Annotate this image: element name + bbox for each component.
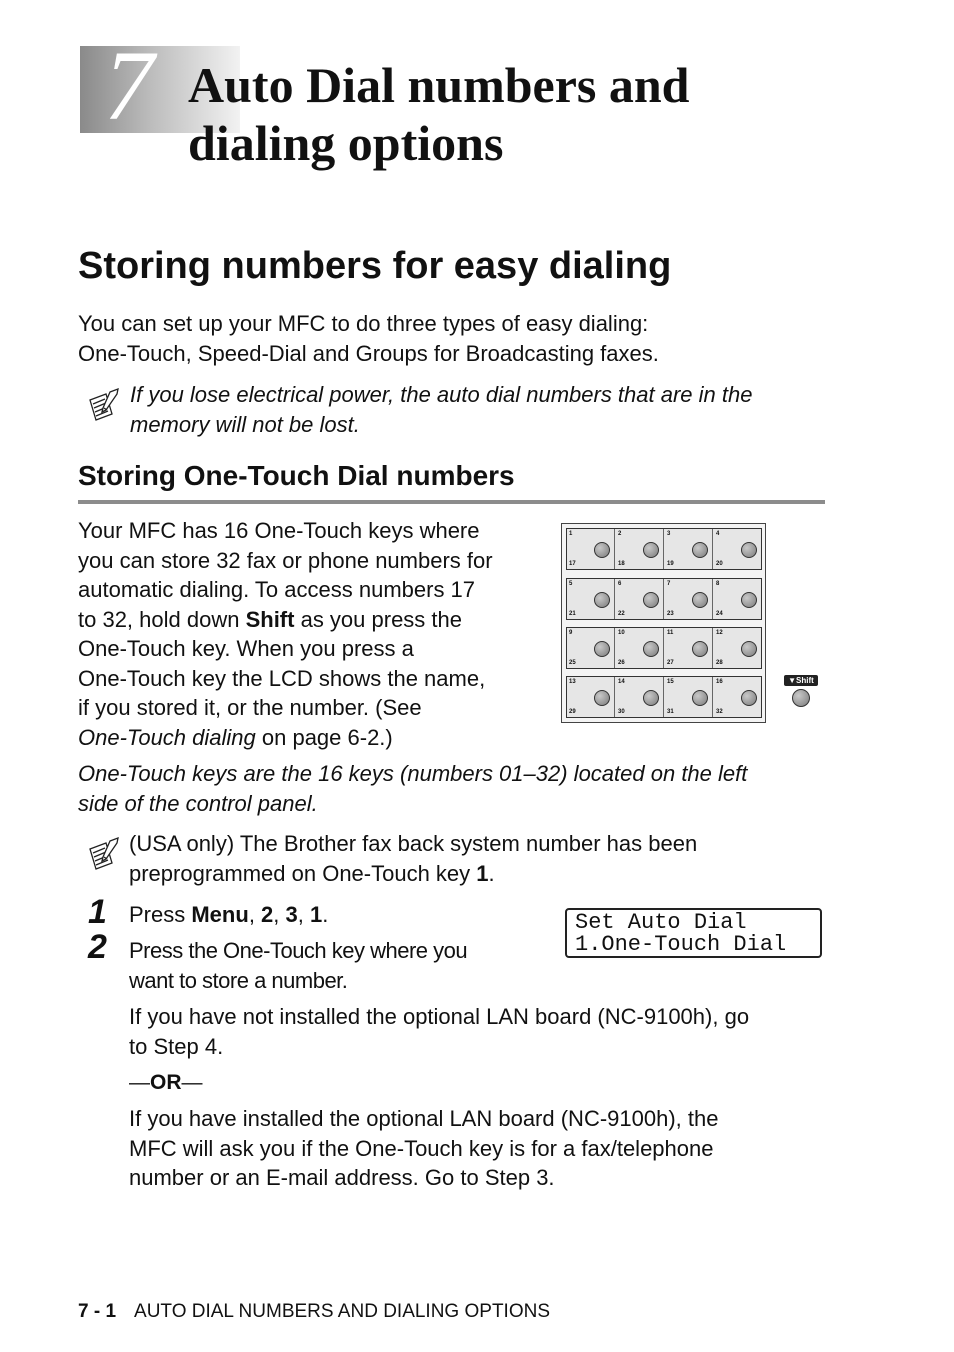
one-touch-body <box>78 516 558 752</box>
note-power-loss <box>130 380 752 439</box>
intro-line2: One-Touch, Speed-Dial and Groups for Broadcasting faxes. <box>78 340 659 366</box>
one-touch-key <box>665 677 713 717</box>
one-touch-key <box>714 529 762 569</box>
one-touch-key <box>616 529 664 569</box>
lan-no-line1: If you have not installed the optional LAN board (NC-9100h), go <box>129 1004 750 1029</box>
step-1-text <box>129 900 328 930</box>
footer-page-number: 7 - 1 <box>78 1301 117 1322</box>
body-line: One-Touch key. When you press a <box>78 636 414 661</box>
see-reference-page: on page 6-2.) <box>255 724 393 750</box>
or-dash: — <box>129 1071 150 1094</box>
key-label-lower: 25 <box>569 660 576 666</box>
one-touch-key <box>567 628 615 668</box>
key-label-upper: 3 <box>667 531 671 537</box>
body-line: Your MFC has 16 One-Touch keys where <box>78 518 480 543</box>
step1-period: . <box>322 902 329 927</box>
usa-fax-back-note <box>129 829 697 888</box>
key-label-upper: 13 <box>569 679 576 685</box>
keypad-row <box>566 578 762 620</box>
one-touch-key <box>714 677 762 717</box>
key-label-upper: 1 <box>569 531 573 537</box>
note1-line2: memory will not be lost. <box>130 411 360 437</box>
key-label-lower: 17 <box>569 561 576 567</box>
note-pencil-icon <box>86 837 120 873</box>
section-title: Storing numbers for easy dialing <box>78 245 672 287</box>
step1-menu-key: Menu <box>191 902 249 927</box>
key-label-lower: 28 <box>716 660 723 666</box>
key-label-lower: 24 <box>716 611 723 617</box>
key-label-upper: 11 <box>667 630 674 636</box>
body-line: if you stored it, or the number. (See <box>78 695 422 720</box>
step-2-text <box>129 936 467 995</box>
key-label-upper: 8 <box>716 581 720 587</box>
step1-sep: , <box>248 902 262 927</box>
one-touch-keypad-illustration <box>561 523 766 723</box>
key-label-upper: 12 <box>716 630 723 636</box>
lan-yes-line3: number or an E-mail address. Go to Step 3. <box>129 1165 555 1190</box>
step-2-number: 2 <box>88 928 107 966</box>
body-line: you can store 32 fax or phone numbers for <box>78 547 493 573</box>
step1-sep: , <box>273 902 286 927</box>
shift-key-label: ▼Shift <box>784 675 818 686</box>
or-dash: — <box>181 1071 203 1094</box>
or-word: OR <box>150 1071 182 1094</box>
keys-location-note <box>78 759 747 818</box>
key-label-lower: 30 <box>618 709 625 715</box>
key-label-upper: 4 <box>716 531 720 537</box>
chapter-title-line1: Auto Dial numbers and <box>188 57 690 113</box>
note1-line1: If you lose electrical power, the auto dial numbers that are in the <box>130 382 753 407</box>
key-button <box>594 690 610 706</box>
key-label-lower: 27 <box>667 660 674 666</box>
one-touch-key <box>714 579 762 619</box>
usa-note-line2 <box>129 859 697 889</box>
key-label-lower: 23 <box>667 611 674 617</box>
key-label-lower: 31 <box>667 709 674 715</box>
one-touch-key <box>567 529 615 569</box>
one-touch-key <box>714 628 762 668</box>
key-button <box>643 690 659 706</box>
keypad-row <box>566 676 762 718</box>
key-button <box>692 542 708 558</box>
step2-line1: Press the One-Touch key where you <box>129 938 468 963</box>
key-label-upper: 16 <box>716 679 723 685</box>
keys-note-line1: One-Touch keys are the 16 keys (numbers 01–32) located on the left <box>78 761 748 786</box>
lan-yes-line1: If you have installed the optional LAN board (NC-9100h), the <box>129 1106 719 1131</box>
one-touch-key <box>616 677 664 717</box>
lan-no-line2: to Step 4. <box>129 1033 224 1059</box>
one-touch-key <box>665 529 713 569</box>
step1-key-3: 3 <box>285 902 298 927</box>
key-label-lower: 19 <box>667 561 674 567</box>
body-line-tail: as you press the <box>294 606 463 632</box>
key-label-upper: 2 <box>618 531 622 537</box>
key-button <box>643 592 659 608</box>
key-label-upper: 14 <box>618 679 625 685</box>
key-label-upper: 7 <box>667 581 671 587</box>
step1-key-2: 2 <box>261 902 274 927</box>
keypad-row <box>566 627 762 669</box>
lan-installed-text <box>129 1104 718 1193</box>
key-button <box>741 690 757 706</box>
key-button <box>741 641 757 657</box>
key-button <box>643 641 659 657</box>
key-label-upper: 15 <box>667 679 674 685</box>
shift-key-button <box>792 689 810 707</box>
lcd-line2: 1.One-Touch Dial <box>575 932 787 957</box>
key-label-upper: 9 <box>569 630 573 636</box>
chapter-title-line2: dialing options <box>188 115 504 171</box>
step1-sep: , <box>297 902 311 927</box>
subsection-title: Storing One-Touch Dial numbers <box>78 460 515 491</box>
step-1-number: 1 <box>88 893 107 931</box>
section-intro <box>78 309 659 368</box>
lan-yes-line2: MFC will ask you if the One-Touch key is for a fax/telephone <box>129 1135 714 1161</box>
key-label-upper: 10 <box>618 630 625 636</box>
body-line: One-Touch key the LCD shows the name, <box>78 665 486 691</box>
key-label-lower: 21 <box>569 611 576 617</box>
key-button <box>594 641 610 657</box>
chapter-title <box>188 56 888 172</box>
key-label-lower: 20 <box>716 561 723 567</box>
one-touch-key <box>567 677 615 717</box>
key-button <box>594 592 610 608</box>
usa-note-text: preprogrammed on One-Touch key <box>129 860 477 886</box>
lcd-display <box>565 908 822 958</box>
body-line-shift <box>78 605 558 635</box>
one-touch-key <box>616 628 664 668</box>
footer-chapter-title: AUTO DIAL NUMBERS AND DIALING OPTIONS <box>134 1301 550 1322</box>
key-label-lower: 29 <box>569 709 576 715</box>
see-reference-title: One-Touch dialing <box>78 724 256 750</box>
key-button <box>741 542 757 558</box>
key-button <box>692 690 708 706</box>
one-touch-key <box>665 628 713 668</box>
body-line: to 32, hold down <box>78 606 246 632</box>
key-button <box>692 641 708 657</box>
key-label-upper: 5 <box>569 581 573 587</box>
step1-key-1: 1 <box>310 902 323 927</box>
usa-note-period: . <box>488 860 495 886</box>
or-separator <box>129 1068 203 1098</box>
lan-not-installed-text <box>129 1002 749 1061</box>
keypad-row <box>566 528 762 570</box>
key-button <box>692 592 708 608</box>
key-button <box>643 542 659 558</box>
usa-note-key: 1 <box>476 860 489 886</box>
shift-keyword: Shift <box>245 606 295 632</box>
keys-note-line2: side of the control panel. <box>78 790 318 816</box>
key-button <box>741 592 757 608</box>
key-label-lower: 32 <box>716 709 723 715</box>
note-pencil-icon <box>86 388 120 424</box>
step2-line2: want to store a number. <box>129 967 348 993</box>
subsection-rule <box>78 500 825 504</box>
key-label-upper: 6 <box>618 581 622 587</box>
one-touch-key <box>567 579 615 619</box>
one-touch-key <box>616 579 664 619</box>
intro-line1: You can set up your MFC to do three types of easy dialing: <box>78 311 649 336</box>
key-label-lower: 26 <box>618 660 625 666</box>
step1-press: Press <box>129 902 192 927</box>
key-label-lower: 22 <box>618 611 625 617</box>
one-touch-key <box>665 579 713 619</box>
body-line: automatic dialing. To access numbers 17 <box>78 577 476 602</box>
key-label-lower: 18 <box>618 561 625 567</box>
usa-note-line1: (USA only) The Brother fax back system number has been <box>129 831 698 856</box>
page-footer <box>78 1300 550 1324</box>
chapter-number: 7 <box>104 30 154 141</box>
key-button <box>594 542 610 558</box>
see-reference <box>78 723 558 753</box>
lcd-line1: Set Auto Dial <box>575 910 747 935</box>
